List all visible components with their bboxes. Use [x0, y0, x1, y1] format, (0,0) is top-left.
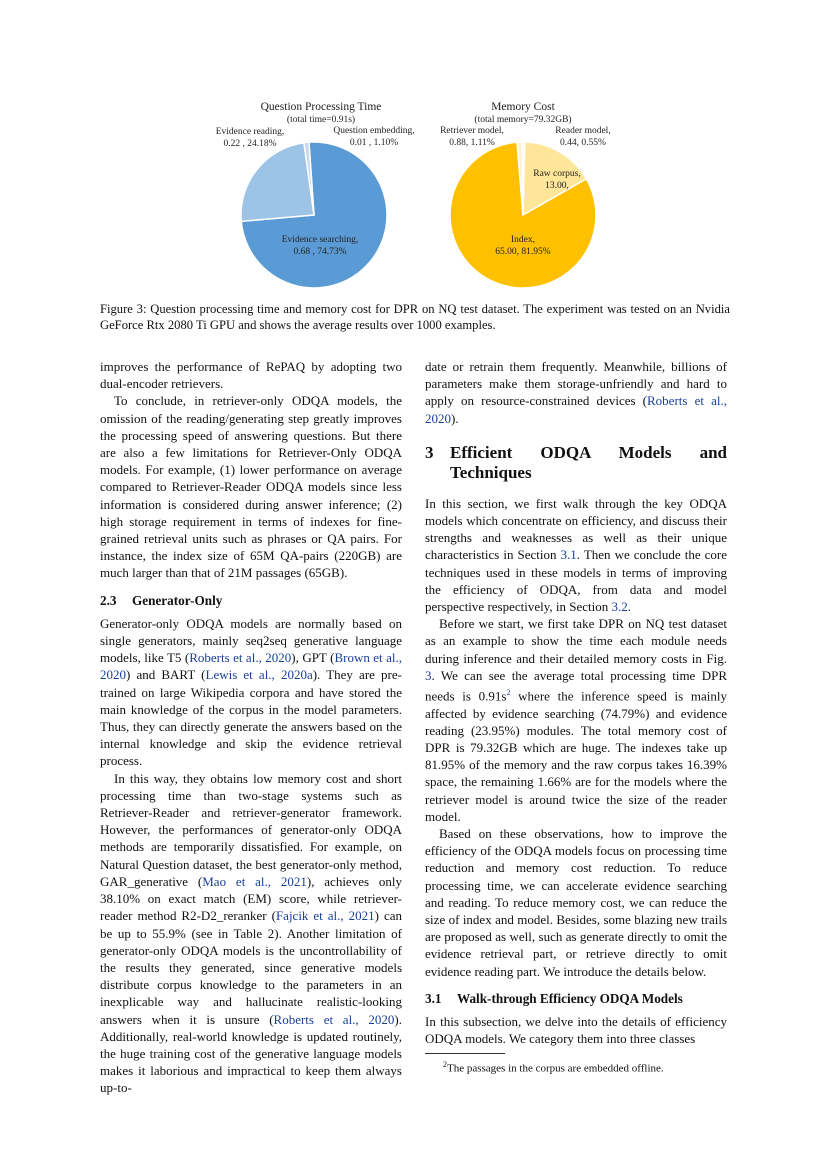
citation-link[interactable]: Roberts et al., 2020 [425, 393, 727, 426]
section-heading-2-3 [100, 592, 402, 609]
section-ref-link[interactable]: 3.2 [611, 599, 628, 615]
section-heading-3-1 [425, 990, 727, 1007]
paragraph [100, 615, 402, 770]
text: ). [451, 410, 459, 426]
citation-link[interactable]: Mao et al., 2021 [202, 873, 307, 889]
footnote-divider [425, 1053, 505, 1054]
footnote-text: The passages in the corpus are embedded offline. [447, 1063, 664, 1076]
text: ). They are pre-trained on large Wikipedia corpora and have stored the main knowledge of the corpus in the model parameters. Thus, they can directly generate the answers based on the internal knowledge and skip the evidence retrieval process. [100, 667, 402, 769]
text: Before we start, we first take DPR on NQ test dataset as an example to show the time each module needs during inference and their detailed memory costs in Fig. [425, 616, 727, 666]
text: ). Additionally, real-world knowledge is updated routinely, the huge training cost of the generative language models makes it laborious and impractical to keep them always up-to- [100, 1011, 402, 1096]
paragraph: In this subsection, we delve into the details of efficiency ODQA models. We category them into three classes [425, 1014, 727, 1047]
paragraph [425, 495, 727, 615]
paragraph [425, 615, 727, 825]
label-reader-model-2: 0.44, 0.55% [560, 138, 606, 148]
label-raw-corpus-1: Raw corpus, [533, 169, 581, 179]
right-chart-title: Memory Cost [491, 101, 555, 113]
citation-link[interactable]: Roberts et al., 2020 [189, 650, 292, 666]
text: . [627, 599, 632, 615]
paragraph: Based on these observations, how to improve the efficiency of the ODQA models focus on processing time reduction and memory cost reduction. To reduce processing time, we can accelerate evidence searching and reading. To reduce memory cost, we can reduce the size of index and model. Besides, some blazing new trails are proposed as well, such as generate directly to omit the evidence retrieval part, or retrieve directly to omit evidence reading part. We introduce the details below. [425, 826, 727, 979]
section-title: Generator-Only [132, 592, 223, 608]
text: ), achieves only 38.10% on exact match (EM) score, while retriever-reader method R2-D2_reranker ( [100, 873, 402, 924]
section-number: 3.1 [425, 990, 442, 1006]
text: In this way, they obtains low memory cost and short processing time than two-stage systems such as Retriever-Reader and retriever-generator framework. However, the performances of generator-only ODQA methods are temporarily dissatisfied. For example, on Natural Question dataset, the best generator-only method, GAR_generative ( [100, 770, 402, 889]
left-column [100, 358, 402, 1097]
section-title: Efficient ODQA Models and Techniques [450, 442, 727, 482]
left-pie [241, 142, 387, 288]
section-number: 2.3 [100, 592, 117, 608]
section-heading-3 [425, 443, 727, 483]
processing-time-chart [216, 101, 415, 288]
label-index-2: 65.00, 81.95% [495, 247, 551, 257]
citation-link[interactable]: Fajcik et al., 2021 [275, 908, 375, 924]
text: . Then we conclude the core techniques used in these models in terms of improving the efficiency of ODQA, from data and model perspective respectively, in Section [425, 547, 728, 615]
footnote [425, 1058, 727, 1076]
citation-link[interactable]: Roberts et al., 2020 [273, 1011, 395, 1027]
paragraph: improves the performance of RePAQ by adopting two dual-encoder retrievers. [100, 359, 402, 392]
label-evidence-searching-2: 0.68 , 74.73% [293, 247, 347, 257]
left-chart-title: Question Processing Time [260, 101, 382, 113]
text: Generator-only ODQA models are normally based on single generators, mainly seq2seq generative language models, like T5 ( [100, 615, 402, 666]
paragraph [100, 770, 402, 1097]
figure-3 [0, 0, 827, 300]
label-retriever-model-1: Retriever model, [440, 126, 504, 136]
label-question-embedding-1: Question embedding, [333, 126, 415, 136]
text: where the inference speed is mainly affected by evidence searching (74.79%) and evidence reading (23.95%) modules. The total memory cost of DPR is 79.32GB which are huge. The indexes take up 81.95% of the memory and the raw corpus takes 16.39% space, the remaining 1.66% are for the models where the retriever model is around twice the size of the reader model. [425, 688, 727, 824]
text: ) can be up to 55.9% (see in Table 2). Another limitation of generator-only ODQA models is the uncontrollability of the results they generated, since generative models distribute corpus knowledge to the parameters in an inexplicable way and hallucinate realistic-looking answers when it is unsure ( [100, 908, 403, 1027]
left-chart-subtitle: (total time=0.91s) [286, 115, 356, 125]
footnote-number: 2 [443, 1060, 447, 1070]
footnote-marker[interactable]: 2 [506, 688, 511, 698]
label-raw-corpus-2: 13.00, [545, 181, 569, 191]
text: In this section, we first walk through the key ODQA models which concentrate on efficiency, and discuss their strengths and weaknesses as well as their unique characteristics in Section [425, 495, 727, 563]
paragraph [425, 358, 727, 427]
label-reader-model-1: Reader model, [555, 126, 611, 136]
right-chart-subtitle: (total memory=79.32GB) [474, 115, 572, 125]
label-evidence-searching-1: Evidence searching, [281, 235, 359, 245]
text: date or retrain them frequently. Meanwhile, billions of parameters make them storage-unfriendly and hard to apply on resource-constrained devices ( [425, 359, 727, 409]
right-pie [450, 142, 596, 288]
section-ref-link[interactable]: 3.1 [560, 547, 577, 563]
figure-ref-link[interactable]: 3 [425, 667, 432, 683]
text: . We can see the average total processing time DPR needs is 0.91s [425, 667, 727, 704]
label-question-embedding-2: 0.01 , 1.10% [349, 138, 399, 148]
label-index-1: Index, [510, 235, 536, 245]
figure-caption: Figure 3: Question processing time and memory cost for DPR on NQ test dataset. The experiment was tested on an Nvidia GeForce Rtx 2080 Ti GPU and shows the average results over 1000 examples. [100, 302, 730, 332]
section-number: 3 [425, 442, 434, 462]
memory-cost-chart [440, 101, 611, 288]
label-retriever-model-2: 0.88, 1.11% [449, 138, 495, 148]
pie-slice-evidence-reading [241, 143, 314, 222]
label-evidence-reading-2: 0.22 , 24.18% [223, 139, 277, 149]
citation-link[interactable]: Brown et al., 2020 [100, 650, 402, 683]
citation-link[interactable]: Lewis et al., 2020a [205, 667, 313, 683]
right-column [425, 358, 727, 1076]
text: ) and BART ( [126, 667, 206, 683]
paragraph: To conclude, in retriever-only ODQA models, the omission of the reading/generating step greatly improves the processing speed of answering questions. But there are also a few limitations for Retriever-Only ODQA models. For example, (1) lower performance on average compared to Retriever-Reader ODQA models since less information is considered during answer inference; (2) high storage requirement in terms of indexes for fine-grained retrieval units such as phrases or QA pairs. For instance, the index size of 65M QA-pairs (220GB) are much larger than that of 21M passages (65GB). [100, 393, 402, 581]
label-evidence-reading-1: Evidence reading, [215, 127, 285, 137]
text: ), GPT ( [291, 650, 335, 666]
section-title: Walk-through Efficiency ODQA Models [457, 990, 683, 1006]
